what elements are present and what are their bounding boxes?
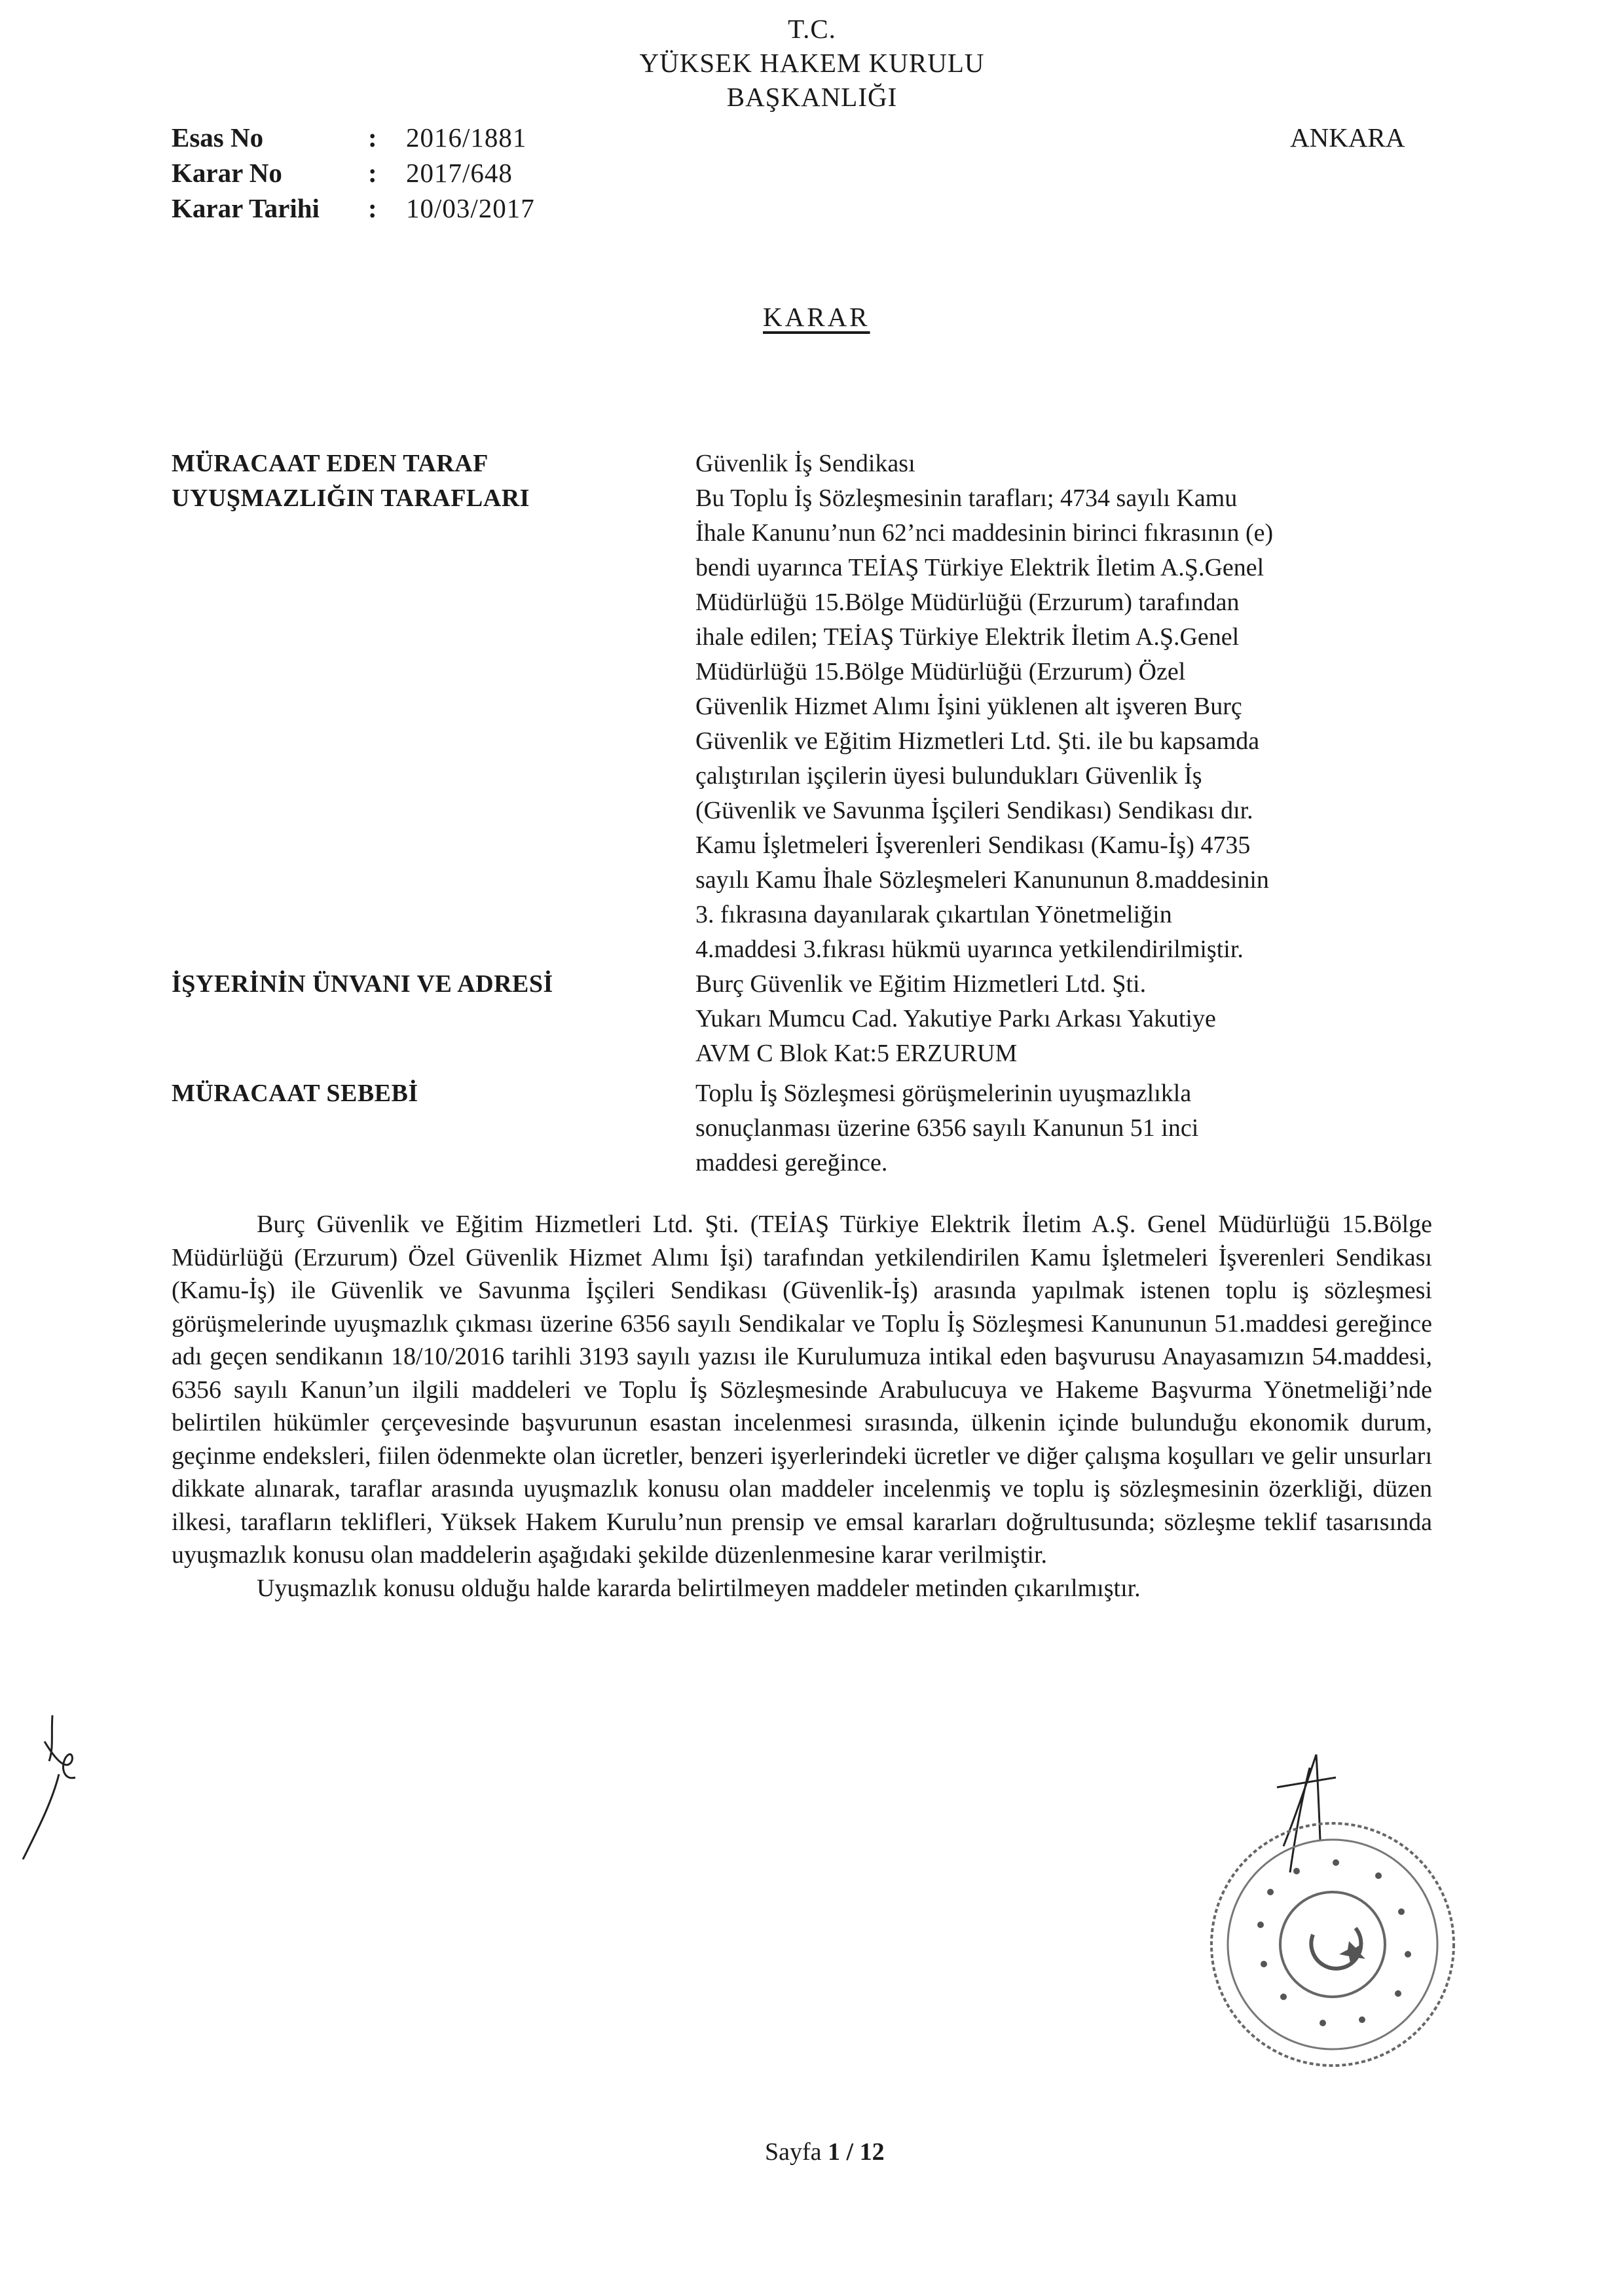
official-seal-stamp <box>1198 1807 1473 2088</box>
body-paragraph: Uyuşmazlık konusu olduğu halde kararda belirtilmeyen maddeler metinden çıkarılmıştır. <box>257 1574 1141 1602</box>
parties-line: ihale edilen; TEİAŞ Türkiye Elektrik İletim A.Ş.Genel <box>695 623 1240 651</box>
meta-label: Karar Tarihi <box>172 193 320 223</box>
reason-line: maddesi gereğince. <box>695 1149 888 1176</box>
meta-value: 2016/1881 <box>406 122 527 153</box>
parties-line: bendi uyarınca TEİAŞ Türkiye Elektrik İletim A.Ş.Genel <box>695 554 1264 581</box>
meta-label: Esas No <box>172 122 264 153</box>
workplace-line: Burç Güvenlik ve Eğitim Hizmetleri Ltd. Şti. <box>695 970 1147 998</box>
meta-label: Karar No <box>172 158 282 188</box>
header-line-institution: YÜKSEK HAKEM KURULU <box>639 48 985 78</box>
meta-row-tarih: Karar Tarihi : 10/03/2017 <box>172 191 535 226</box>
info-row-workplace <box>172 967 1435 1071</box>
workplace-value <box>695 967 1435 1071</box>
meta-row-karar: Karar No : 2017/648 <box>172 155 535 191</box>
page-prefix: Sayfa <box>765 2138 822 2166</box>
parties-line: sayılı Kamu İhale Sözleşmeleri Kanununun 8.maddesinin <box>695 866 1269 894</box>
reason-value <box>695 1076 1435 1180</box>
parties-line: (Güvenlik ve Savunma İşçileri Sendikası) Sendikası dır. <box>695 797 1253 824</box>
header-line-presidency: BAŞKANLIĞI <box>726 82 898 112</box>
parties-label: UYUŞMAZLIĞIN TARAFLARI <box>172 484 530 512</box>
workplace-label: İŞYERİNİN ÜNVANI VE ADRESİ <box>172 970 553 998</box>
margin-initials-signature <box>13 1702 105 1872</box>
case-info-table <box>172 446 1435 1180</box>
info-row-applicant <box>172 446 1435 481</box>
meta-row-esas: Esas No : 2016/1881 <box>172 120 535 155</box>
parties-value <box>695 481 1435 967</box>
parties-line: Güvenlik ve Eğitim Hizmetleri Ltd. Şti. ile bu kapsamda <box>695 727 1260 755</box>
parties-line: 3. fıkrasına dayanılarak çıkartılan Yönetmeliğin <box>695 901 1172 928</box>
parties-line: Bu Toplu İş Sözleşmesinin tarafları; 4734 sayılı Kamu <box>695 484 1238 512</box>
parties-line: İhale Kanunu’nun 62’nci maddesinin birinci fıkrasının (e) <box>695 519 1274 547</box>
document-title: KARAR <box>763 302 870 332</box>
institution-header <box>498 12 1126 114</box>
meta-value: 10/03/2017 <box>406 193 535 223</box>
decision-body <box>172 1208 1432 1605</box>
info-row-parties <box>172 481 1435 967</box>
case-meta <box>172 120 535 226</box>
applicant-value: Güvenlik İş Sendikası <box>695 450 915 477</box>
applicant-label: MÜRACAAT EDEN TARAF <box>172 450 489 477</box>
body-paragraph: Burç Güvenlik ve Eğitim Hizmetleri Ltd. Şti. (TEİAŞ Türkiye Elektrik İletim A.Ş. Genel Müdürlüğü 15.Bölge Müdürlüğü (Erzurum) Özel Güvenlik Hizmet Alımı İşi) tarafından yetkilendirilen Kamu İşletmeleri İşverenleri Sendikası (Kamu-İş) ile Güvenlik ve Savunma İşçileri Sendikası (Güvenlik-İş) arasında yapılmak istenen toplu iş sözleşmesi görüşmelerinde uyuşmazlık çıkması üzerine 6356 sayılı Sendikalar ve Toplu İş Sözleşmesi Kanununun 51.maddesi gereğince adı geçen sendikanın 18/10/2016 tarihli 3193 sayılı yazısı ile Kurulumuza intikal eden başvurusu Anayasamızın 54.maddesi, 6356 sayılı Kanun’un ilgili maddeleri ve Toplu İş Sözleşmesinde Arabulucuya ve Hakeme Başvurma Yönetmeliği’nde belirtilen hükümler çerçevesinde başvurunun esastan incelenmesi sırasında, ülkenin içinde bulunduğu ekonomik durum, geçinme endeksleri, fiilen ödenmekte olan ücretler, benzeri işyerlerindeki ücretler ve diğer çalışma koşulları ve gelir unsurları dikkate alınarak, taraflar arasında uyuşmazlık konusu olan maddeler incelenmiş ve toplu iş sözleşmesinin özerkliği, düzen ilkesi, tarafların teklifleri, Yüksek Hakem Kurulu’nun prensip ve emsal kararları doğrultusunda; sözleşme teklif tasarısında uyuşmazlık konusu olan maddelerin aşağıdaki şekilde düzenlenmesine karar verilmiştir. <box>172 1211 1432 1569</box>
parties-line: çalıştırılan işçilerin üyesi bulundukları Güvenlik İş <box>695 762 1202 790</box>
parties-line: Kamu İşletmeleri İşverenleri Sendikası (Kamu-İş) 4735 <box>695 831 1251 859</box>
workplace-line: AVM C Blok Kat:5 ERZURUM <box>695 1040 1018 1067</box>
parties-line: Müdürlüğü 15.Bölge Müdürlüğü (Erzurum) tarafından <box>695 589 1240 616</box>
reason-label: MÜRACAAT SEBEBİ <box>172 1080 418 1107</box>
header-line-tc: T.C. <box>788 14 836 44</box>
page-value: 1 / 12 <box>828 2138 885 2166</box>
reason-line: Toplu İş Sözleşmesi görüşmelerinin uyuşmazlıkla <box>695 1080 1192 1107</box>
parties-line: 4.maddesi 3.fıkrası hükmü uyarınca yetkilendirilmiştir. <box>695 936 1244 963</box>
parties-line: Güvenlik Hizmet Alımı İşini yüklenen alt işveren Burç <box>695 693 1242 720</box>
info-row-reason <box>172 1076 1435 1180</box>
meta-value: 2017/648 <box>406 158 513 188</box>
parties-line: Müdürlüğü 15.Bölge Müdürlüğü (Erzurum) Özel <box>695 658 1186 685</box>
city-label: ANKARA <box>1290 122 1405 153</box>
page-number <box>765 2138 885 2166</box>
reason-line: sonuçlanması üzerine 6356 sayılı Kanunun 51 inci <box>695 1114 1199 1142</box>
workplace-line: Yukarı Mumcu Cad. Yakutiye Parkı Arkası Yakutiye <box>695 1005 1216 1032</box>
